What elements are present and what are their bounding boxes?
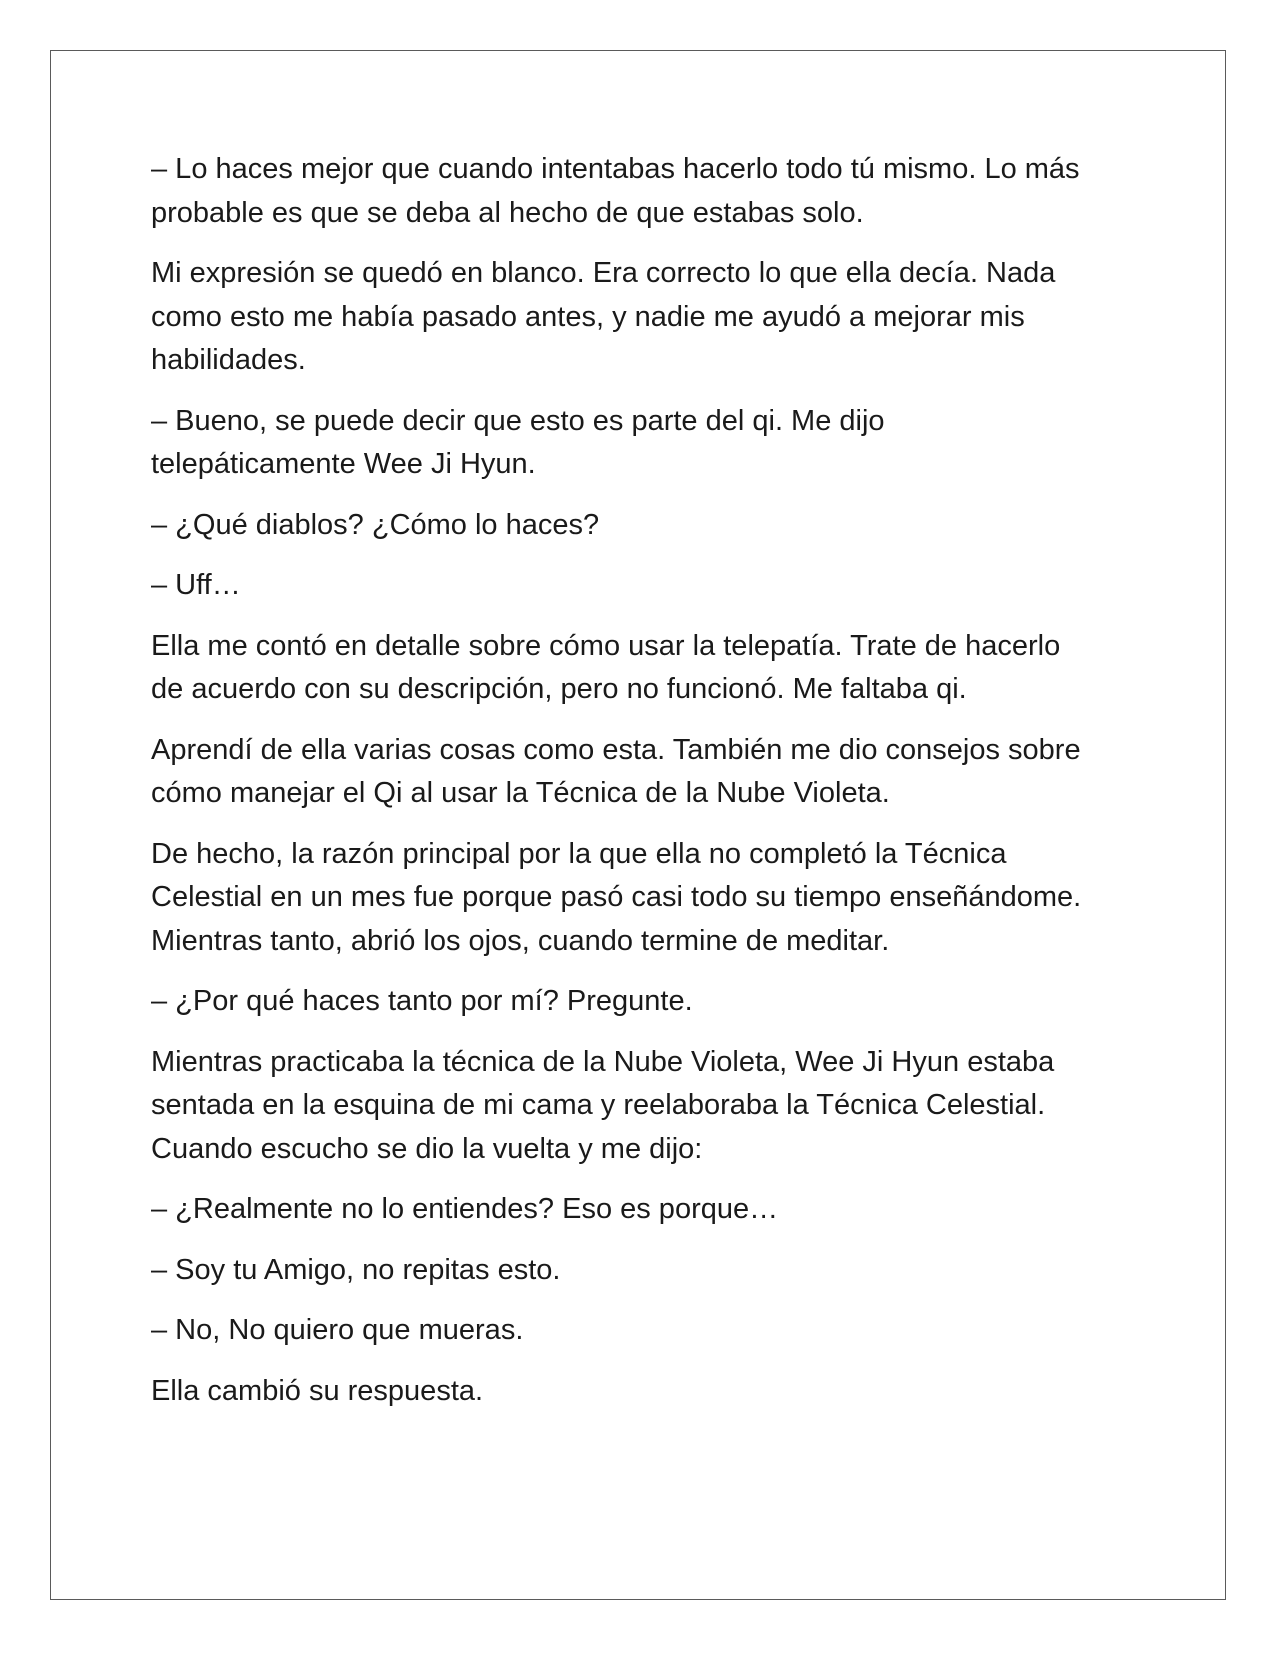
text-line: habilidades. <box>151 344 306 376</box>
text-line: de acuerdo con su descripción, pero no funcionó. Me faltaba qi. <box>151 673 967 705</box>
text-line: De hecho, la razón principal por la que ella no completó la Técnica <box>151 837 1007 870</box>
paragraph <box>151 148 1151 235</box>
paragraph <box>151 833 1151 964</box>
text-line: – Bueno, se puede decir que esto es parte del qi. Me dijo <box>151 404 885 437</box>
paragraph <box>151 252 1151 383</box>
paragraph <box>151 1041 1151 1172</box>
paragraph <box>151 980 1151 1024</box>
text-line: Mientras practicaba la técnica de la Nube Violeta, Wee Ji Hyun estaba <box>151 1045 1055 1078</box>
text-line: – No, No quiero que mueras. <box>151 1314 524 1346</box>
paragraph <box>151 1309 1151 1353</box>
text-line: cómo manejar el Qi al usar la Técnica de la Nube Violeta. <box>151 777 890 809</box>
text-line: Ella cambió su respuesta. <box>151 1374 484 1407</box>
paragraph <box>151 1188 1151 1232</box>
paragraph <box>151 729 1151 816</box>
text-line: Celestial en un mes fue porque pasó casi todo su tiempo enseñándome. <box>151 881 1082 913</box>
paragraph <box>151 564 1151 608</box>
paragraph <box>151 400 1151 487</box>
text-line: – Lo haces mejor que cuando intentabas hacerlo todo tú mismo. Lo más <box>151 153 1080 185</box>
text-line: – ¿Qué diablos? ¿Cómo lo haces? <box>151 508 600 541</box>
text-line: Ella me contó en detalle sobre cómo usar la telepatía. Trate de hacerlo <box>151 629 1061 662</box>
paragraph <box>151 625 1151 712</box>
paragraph <box>151 1249 1151 1293</box>
paragraph <box>151 1370 1151 1414</box>
text-line: – Soy tu Amigo, no repitas esto. <box>151 1253 561 1286</box>
text-line: Mientras tanto, abrió los ojos, cuando termine de meditar. <box>151 924 890 957</box>
document-body <box>151 148 1151 1430</box>
text-line: como esto me había pasado antes, y nadie me ayudó a mejorar mis <box>151 300 1025 333</box>
text-line: Aprendí de ella varias cosas como esta. También me dio consejos sobre <box>151 733 1081 766</box>
text-line: – ¿Realmente no lo entiendes? Eso es porque… <box>151 1193 779 1225</box>
text-line: – Uff… <box>151 569 241 601</box>
text-line: sentada en la esquina de mi cama y reelaboraba la Técnica Celestial. <box>151 1089 1046 1121</box>
paragraph <box>151 504 1151 548</box>
text-line: probable es que se deba al hecho de que estabas solo. <box>151 196 864 229</box>
text-line: Mi expresión se quedó en blanco. Era correcto lo que ella decía. Nada <box>151 257 1056 289</box>
text-line: Cuando escucho se dio la vuelta y me dijo: <box>151 1132 703 1165</box>
text-line: – ¿Por qué haces tanto por mí? Pregunte. <box>151 985 693 1017</box>
text-line: telepáticamente Wee Ji Hyun. <box>151 448 536 480</box>
